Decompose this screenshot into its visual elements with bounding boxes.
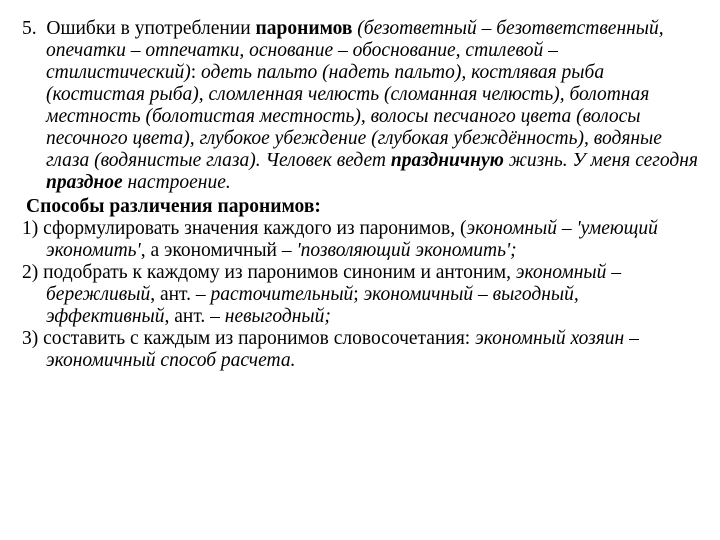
item-text: сформулировать значения каждого из паронимов, ( bbox=[43, 218, 467, 239]
item-example: экономичный – выгодный, эффективный bbox=[46, 284, 579, 327]
example-bold-2: праздное bbox=[46, 172, 123, 193]
item-example: экономный хозяин – экономичный способ расчета. bbox=[46, 328, 639, 371]
colon: : bbox=[190, 62, 201, 83]
item-number: 3) bbox=[22, 328, 44, 349]
item-text: подобрать к каждому из паронимов синоним и антоним, bbox=[43, 262, 516, 283]
item-text: , а экономичный – bbox=[140, 240, 297, 261]
item-text: , ант. – bbox=[164, 306, 225, 327]
error-examples-end: настроение. bbox=[122, 172, 231, 193]
section-lead: Ошибки в употреблении bbox=[46, 18, 256, 39]
section-5-paragraph bbox=[22, 18, 698, 194]
item-number: 1) bbox=[22, 218, 44, 239]
method-item-2 bbox=[22, 262, 698, 328]
item-text: ; bbox=[353, 284, 364, 305]
item-example: 'позволяющий экономить'; bbox=[296, 240, 517, 261]
methods-heading: Способы различения паронимов: bbox=[26, 196, 321, 217]
error-examples: одеть пальто (надеть пальто), костлявая рыба (костистая рыба), сломленная челюсть (сломанная челюсть), болотная местность (болотистая местность), волосы песчаного цвета (волосы песочного цвета), глубокое убеждение (глубокая убеждённость), водяные глаза (водянистые глаза). Человек ведет bbox=[46, 62, 662, 171]
item-example: экономный – 'умеющий экономить' bbox=[46, 218, 658, 261]
item-example: экономный – бережливый bbox=[46, 262, 621, 305]
item-number: 2) bbox=[22, 262, 44, 283]
item-text: , ант. – bbox=[150, 284, 211, 305]
item-example: расточительный bbox=[210, 284, 354, 305]
method-item-3 bbox=[22, 328, 698, 372]
paronym-pairs: (безответный – безответственный, опечатки – отпечатки, основание – обоснование, стилевой – стилистический) bbox=[46, 18, 664, 83]
method-item-1 bbox=[22, 218, 698, 262]
item-text: составить с каждым из паронимов словосочетания: bbox=[43, 328, 476, 349]
section-lead-term: паронимов bbox=[255, 18, 353, 39]
error-examples-cont: жизнь. У меня сегодня bbox=[503, 150, 698, 171]
section-number: 5. bbox=[22, 18, 37, 39]
example-bold-1: праздничную bbox=[390, 150, 504, 171]
item-example: невыгодный; bbox=[224, 306, 331, 327]
